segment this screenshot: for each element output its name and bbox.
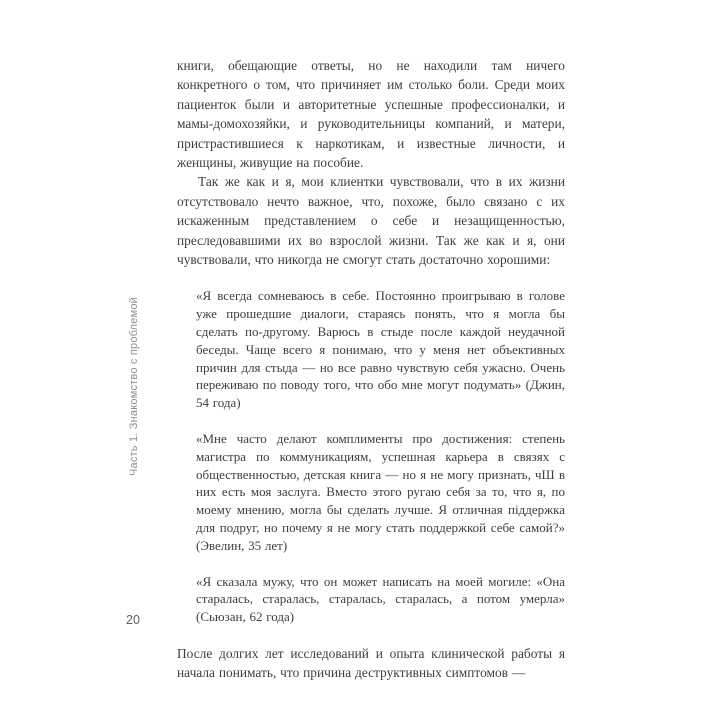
quote-paragraph-1: «Я всегда сомневаюсь в себе. Постоянно проигрываю в голове уже прошедшие диалоги, стараясь понять, что я могла бы сделать по-другому. Варюсь в стыде после каждой неудачной беседы. Чаще всего я понимаю, что у меня нет объективных причин для стыда — но все равно чувствую себя ужасно. Очень переживаю по поводу того, что обо мне могут подумать» (Джин, 54 года) <box>196 288 565 411</box>
quote-paragraph-2: «Мне часто делают комплименты про достижения: степень магистра по коммуникациям, успешная карьера в связях с общественностью, детская книга — но я не могу признать, чШ в них есть моя заслуга. Вместо этого ругаю себя за то, что я, по моему мнению, могла бы сделать лучше. Я отличная піддержка для подруг, но почему я не могу стать поддержкой себе самой?» (Эвелин, 35 лет) <box>196 431 565 553</box>
section-sidebar-label: Часть 1. Знакомство с проблемой <box>128 296 140 476</box>
body-paragraph-1: книги, обещающие ответы, но не находили там ничего конкретного о том, что причиняет им столько боли. Среди моих пациенток были и авторитетные успешные профессионалки, и мамы-домохозяйки, и руководительницы компаний, и матери, пристрастившиеся к наркотикам, и известные личности, и женщины, живущие на пособие. <box>177 58 565 171</box>
page-number: 20 <box>126 613 140 627</box>
main-text-column <box>177 56 565 683</box>
body-paragraph-3: После долгих лет исследований и опыта клинической работы я начала понимать, что причина деструктивных симптомов — <box>177 646 565 681</box>
quote-paragraph-3: «Я сказала мужу, что он может написать на моей могиле: «Она старалась, старалась, старалась, старалась, а потом умерла» (Сьюзан, 62 года) <box>196 573 565 625</box>
body-paragraph-2: Так же как и я, мои клиентки чувствовали, что в их жизни отсутствовало нечто важное, что, похоже, было связано с их искаженным представлением о себе и незащищенностью, преследовавшими их во взрослой жизни. Так же как и я, они чувствовали, что никогда не смогут стать достаточно хорошими: <box>177 174 565 268</box>
